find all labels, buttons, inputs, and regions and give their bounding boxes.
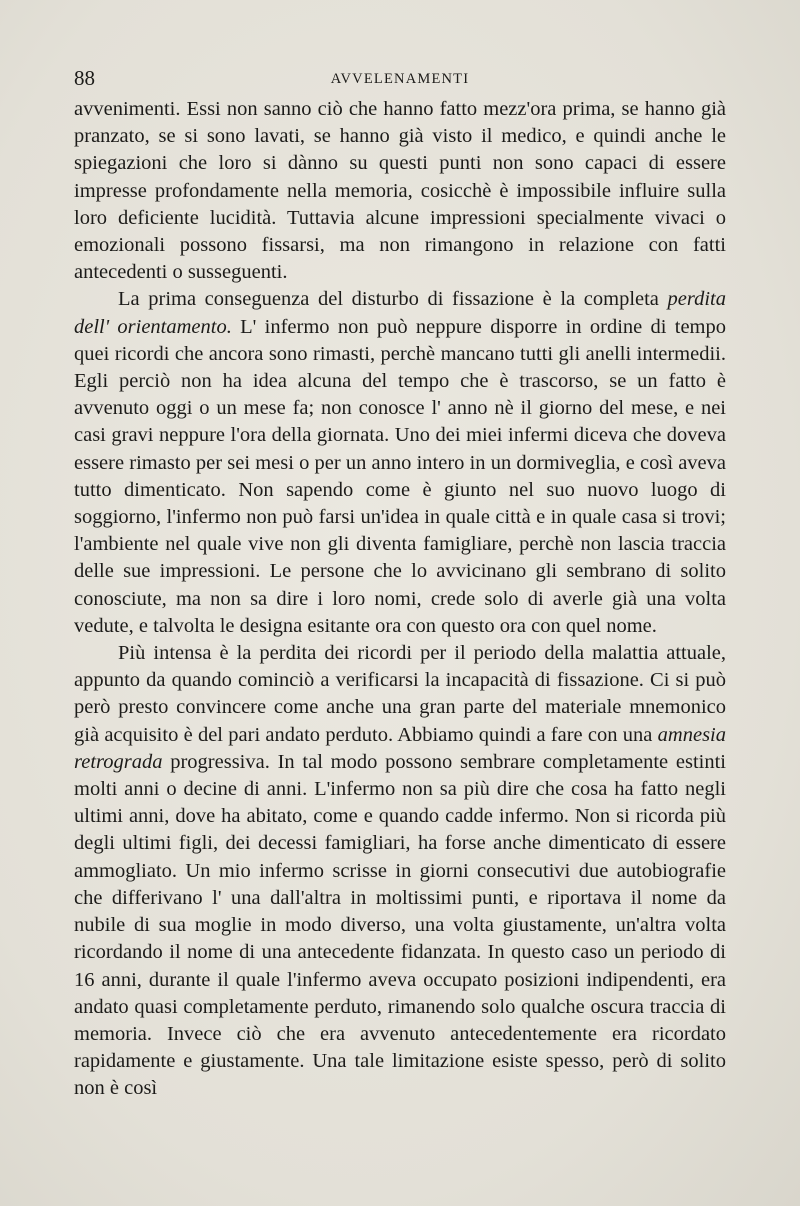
paragraph-3-text-end: progressiva. In tal modo possono sembrare completamente estinti molti anni o decine di anni. L'infermo non sa più dire che cosa ha fatto negli ultimi anni, dove ha abitato, come e quando cadde infermo. Non si ricorda più degli ultimi figli, dei decessi famigliari, ha forse anche dimenticato di essere ammogliato. Un mio infermo scrisse in giorni consecutivi due autobiografie che differivano l' una dall'altra in moltissimi punti, e riportava il nome da nubile di sua moglie in modo diverso, una volta giustamente, un'altra volta ricordando il nome di una antecedente fidanzata. In questo caso un periodo di 16 anni, durante il quale l'infermo aveva occupato posizioni indipendenti, era andato quasi completamente perduto, rimanendo solo qualche oscura traccia di memoria. Invece ciò che era avvenuto antecedentemente era ricordato rapidamente e giustamente. Una tale limitazione esiste spesso, però di solito non è così (74, 750, 726, 1100)
paragraph-3 (74, 640, 726, 1102)
paragraph-1-text: avvenimenti. Essi non sanno ciò che hanno fatto mezz'ora prima, se hanno già pranzato, se si sono lavati, se hanno già visto il medico, e quindi anche le spiegazioni che loro si dànno su questi punti non sono capaci di essere impresse profondamente nella memoria, cosicchè è impossibile influire sulla loro deficiente lucidità. Tuttavia alcune impressioni specialmente vivaci o emozionali possono fissarsi, ma non rimangono in relazione con fatti antecedenti o susseguenti. (74, 98, 726, 284)
paragraph-2-text-start: La prima conseguenza del disturbo di fissazione è la completa (118, 288, 668, 311)
paragraph-1 (74, 96, 726, 286)
page-header (74, 64, 726, 92)
running-title: AVVELENAMENTI (330, 71, 470, 87)
paragraph-2-text-end: L' infermo non può neppure disporre in ordine di tempo quei ricordi che ancora sono rimasti, perchè mancano tutti gli anelli intermedii. Egli perciò non ha idea alcuna del tempo che è trascorso, se un fatto è avvenuto oggi o un mese fa; non conosce l' anno nè il giorno del mese, e nei casi gravi neppure l'ora della giornata. Uno dei miei infermi diceva che doveva essere rimasto per sei mesi o per un anno intero in un dormiveglia, e così aveva tutto dimenticato. Non sapendo come è giunto nel suo nuovo luogo di soggiorno, l'infermo non può farsi un'idea in quale città e in quale casa si trovi; l'ambiente nel quale vive non gli diventa famigliare, perchè non lascia traccia delle sue impressioni. Le persone che lo avvicinano gli sembrano di solito conosciute, ma non sa dire i loro nomi, crede solo di averle già una volta vedute, e talvolta le designa esitante ora con questo ora con quel nome. (74, 315, 726, 637)
page-number: 88 (74, 66, 95, 90)
paragraph-3-italic-term: amnesia retrograda (74, 723, 726, 773)
paragraph-3-text-start: Più intensa è la perdita dei ricordi per il periodo della malattia attuale, appunto da quando cominciò a verificarsi la incapacità di fissazione. Ci si può però presto convincere come anche una gran parte del materiale mnemonico già acquisito è del pari andato perduto. Abbiamo quindi a fare con una (74, 642, 726, 746)
paragraph-2 (74, 286, 726, 640)
paragraph-2-italic-term: perdita dell' orientamento. (74, 288, 726, 338)
body-text (74, 96, 726, 1103)
